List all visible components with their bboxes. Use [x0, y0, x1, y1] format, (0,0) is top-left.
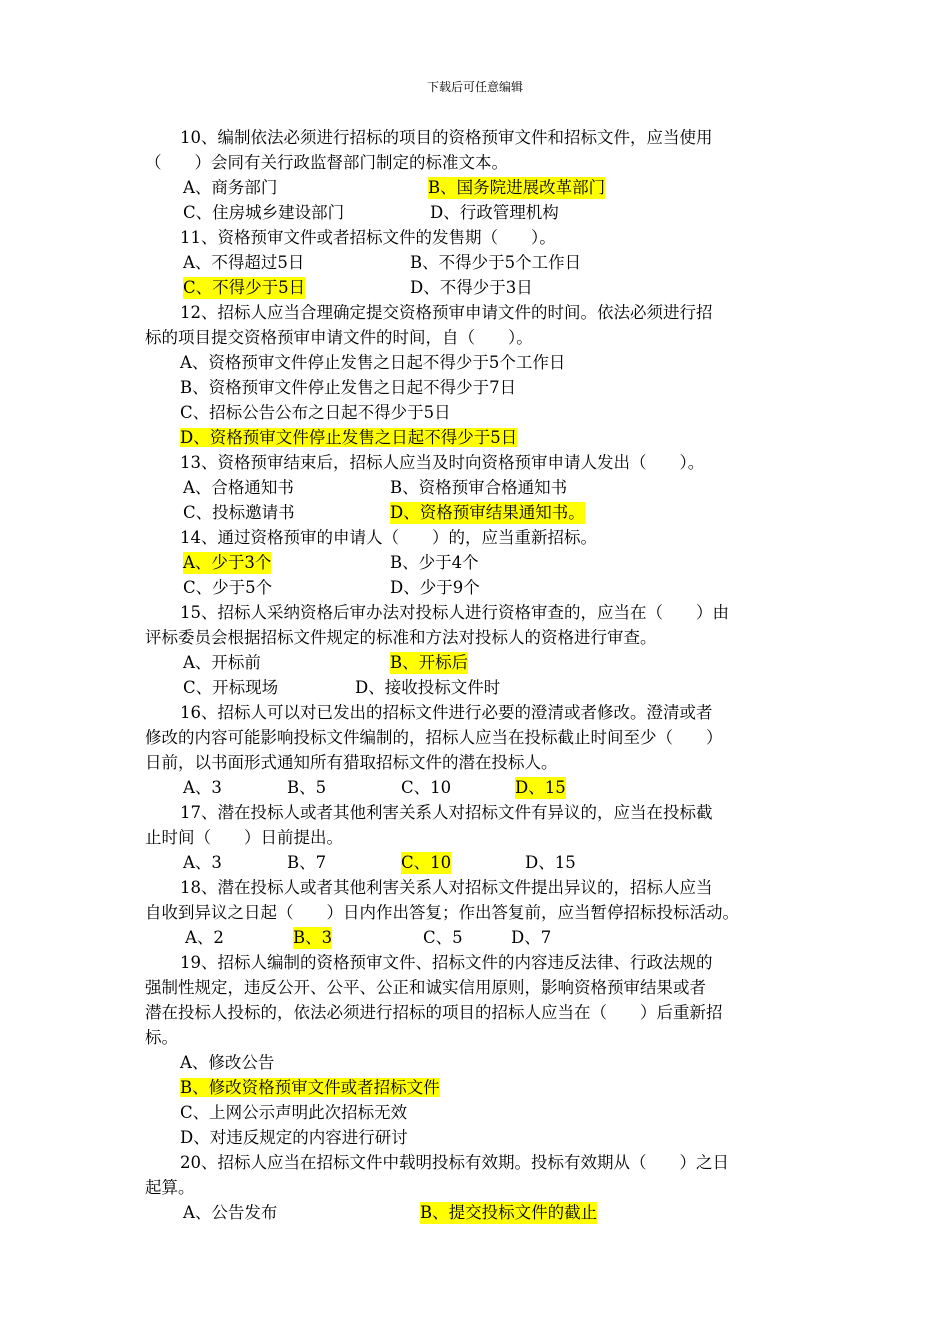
q15-option-a: A、开标前: [183, 653, 261, 672]
q15-option-c: C、开标现场: [183, 678, 279, 697]
question-19-stem-line-3: 潜在投标人投标的，依法必须进行招标的项目的招标人应当在（ ）后重新招: [145, 1003, 723, 1022]
question-20-stem-line-2: 起算。: [145, 1178, 195, 1197]
q16-option-c: C、10: [401, 778, 452, 797]
question-17-options-row-1: [145, 852, 825, 877]
question-19-stem-line-2: 强制性规定，违反公开、公平、公正和诚实信用原则，影响资格预审结果或者: [145, 978, 706, 997]
q11-option-c: C、不得少于5日: [183, 278, 306, 297]
question-17-stem-line-2: 止时间（ ）日前提出。: [145, 828, 343, 847]
question-18-options-row-1: [145, 927, 825, 952]
q14-option-c: C、少于5个: [183, 578, 273, 597]
q17-option-c: C、10: [401, 853, 452, 872]
q15-option-b: B、开标后: [390, 653, 469, 672]
q12-option-c: C、招标公告公布之日起不得少于5日: [180, 403, 451, 422]
q11-option-a: A、不得超过5日: [183, 253, 305, 272]
question-15-stem-line-1: 15、招标人采纳资格后审办法对投标人进行资格审查的，应当在（ ）由: [180, 603, 729, 622]
q20-option-a: A、公告发布: [183, 1203, 278, 1222]
q12-option-b: B、资格预审文件停止发售之日起不得少于7日: [180, 378, 517, 397]
q18-option-c: C、5: [423, 928, 463, 947]
q14-option-b: B、少于4个: [390, 553, 479, 572]
q16-option-a: A、3: [183, 778, 222, 797]
question-11-stem-line-1: 11、资格预审文件或者招标文件的发售期（ ）。: [180, 228, 556, 247]
question-14-stem-line-1: 14、通过资格预审的申请人（ ）的，应当重新招标。: [180, 528, 597, 547]
q19-option-b: B、修改资格预审文件或者招标文件: [180, 1078, 440, 1097]
question-16-stem-line-2: 修改的内容可能影响投标文件编制的，招标人应当在投标截止时间至少（ ）: [145, 728, 723, 747]
q19-option-c: C、上网公示声明此次招标无效: [180, 1103, 408, 1122]
q18-option-b: B、3: [293, 928, 333, 947]
question-11-options-row-2: [145, 277, 825, 302]
q13-option-d: D、资格预审结果通知书。: [390, 503, 585, 522]
q12-option-d: D、资格预审文件停止发售之日起不得少于5日: [180, 428, 518, 447]
question-10-stem-line-1: 10、编制依法必须进行招标的项目的资格预审文件和招标文件，应当使用: [180, 128, 713, 147]
question-19-stem-line-4: 标。: [145, 1028, 178, 1047]
question-16-stem-line-1: 16、招标人可以对已发出的招标文件进行必要的澄清或者修改。澄清或者: [180, 703, 713, 722]
q10-option-c: C、住房城乡建设部门: [183, 203, 345, 222]
q11-option-b: B、不得少于5个工作日: [410, 253, 582, 272]
q17-option-a: A、3: [183, 853, 222, 872]
question-10-stem-line-2: （ ）会同有关行政监督部门制定的标准文本。: [145, 153, 508, 172]
q19-option-a: A、修改公告: [180, 1053, 275, 1072]
question-15-options-row-2: [145, 677, 825, 702]
q15-option-d: D、接收投标文件时: [355, 678, 501, 697]
q14-option-a: A、少于3个: [183, 553, 272, 572]
question-14-options-row-2: [145, 577, 825, 602]
q16-option-d: D、15: [515, 778, 566, 797]
q10-option-d: D、行政管理机构: [430, 203, 559, 222]
q10-option-b: B、国务院进展改革部门: [428, 178, 606, 197]
q20-option-b: B、提交投标文件的截止: [420, 1203, 598, 1222]
q19-option-d: D、对违反规定的内容进行研讨: [180, 1128, 408, 1147]
question-15-options-row-1: [145, 652, 825, 677]
question-18-stem-line-2: 自收到异议之日起（ ）日内作出答复；作出答复前，应当暂停招标投标活动。: [145, 903, 739, 922]
q13-option-c: C、投标邀请书: [183, 503, 295, 522]
q14-option-d: D、少于9个: [390, 578, 480, 597]
question-10-options-row-1: [145, 177, 825, 202]
q10-option-a: A、商务部门: [183, 178, 278, 197]
question-10-options-row-2: [145, 202, 825, 227]
q17-option-d: D、15: [525, 853, 576, 872]
q18-option-d: D、7: [511, 928, 552, 947]
question-20-stem-line-1: 20、招标人应当在招标文件中载明投标有效期。投标有效期从（ ）之日: [180, 1153, 729, 1172]
q17-option-b: B、7: [287, 853, 327, 872]
q13-option-b: B、资格预审合格通知书: [390, 478, 568, 497]
question-12-stem-line-1: 12、招标人应当合理确定提交资格预审申请文件的时间。依法必须进行招: [180, 303, 713, 322]
question-11-options-row-1: [145, 252, 825, 277]
question-16-options-row-1: [145, 777, 825, 802]
question-14-options-row-1: [145, 552, 825, 577]
question-12-stem-line-2: 标的项目提交资格预审申请文件的时间，自（ ）。: [145, 328, 533, 347]
page-header: 下载后可任意编辑: [426, 80, 523, 94]
question-19-stem-line-1: 19、招标人编制的资格预审文件、招标文件的内容违反法律、行政法规的: [180, 953, 713, 972]
question-17-stem-line-1: 17、潜在投标人或者其他利害关系人对招标文件有异议的，应当在投标截: [180, 803, 713, 822]
q12-option-d-row: [180, 427, 860, 452]
question-13-stem-line-1: 13、资格预审结束后，招标人应当及时向资格预审申请人发出（ ）。: [180, 453, 705, 472]
question-16-stem-line-3: 日前，以书面形式通知所有猎取招标文件的潜在投标人。: [145, 753, 558, 772]
q16-option-b: B、5: [287, 778, 327, 797]
question-13-options-row-1: [145, 477, 825, 502]
q18-option-a: A、2: [185, 928, 224, 947]
question-13-options-row-2: [145, 502, 825, 527]
q12-option-a: A、资格预审文件停止发售之日起不得少于5个工作日: [180, 353, 566, 372]
q19-option-b-row: [180, 1077, 860, 1102]
q13-option-a: A、合格通知书: [183, 478, 294, 497]
question-18-stem-line-1: 18、潜在投标人或者其他利害关系人对招标文件提出异议的，招标人应当: [180, 878, 713, 897]
q11-option-d: D、不得少于3日: [410, 278, 533, 297]
question-20-options-row-1: [145, 1202, 825, 1227]
question-15-stem-line-2: 评标委员会根据招标文件规定的标准和方法对投标人的资格进行审查。: [145, 628, 657, 647]
